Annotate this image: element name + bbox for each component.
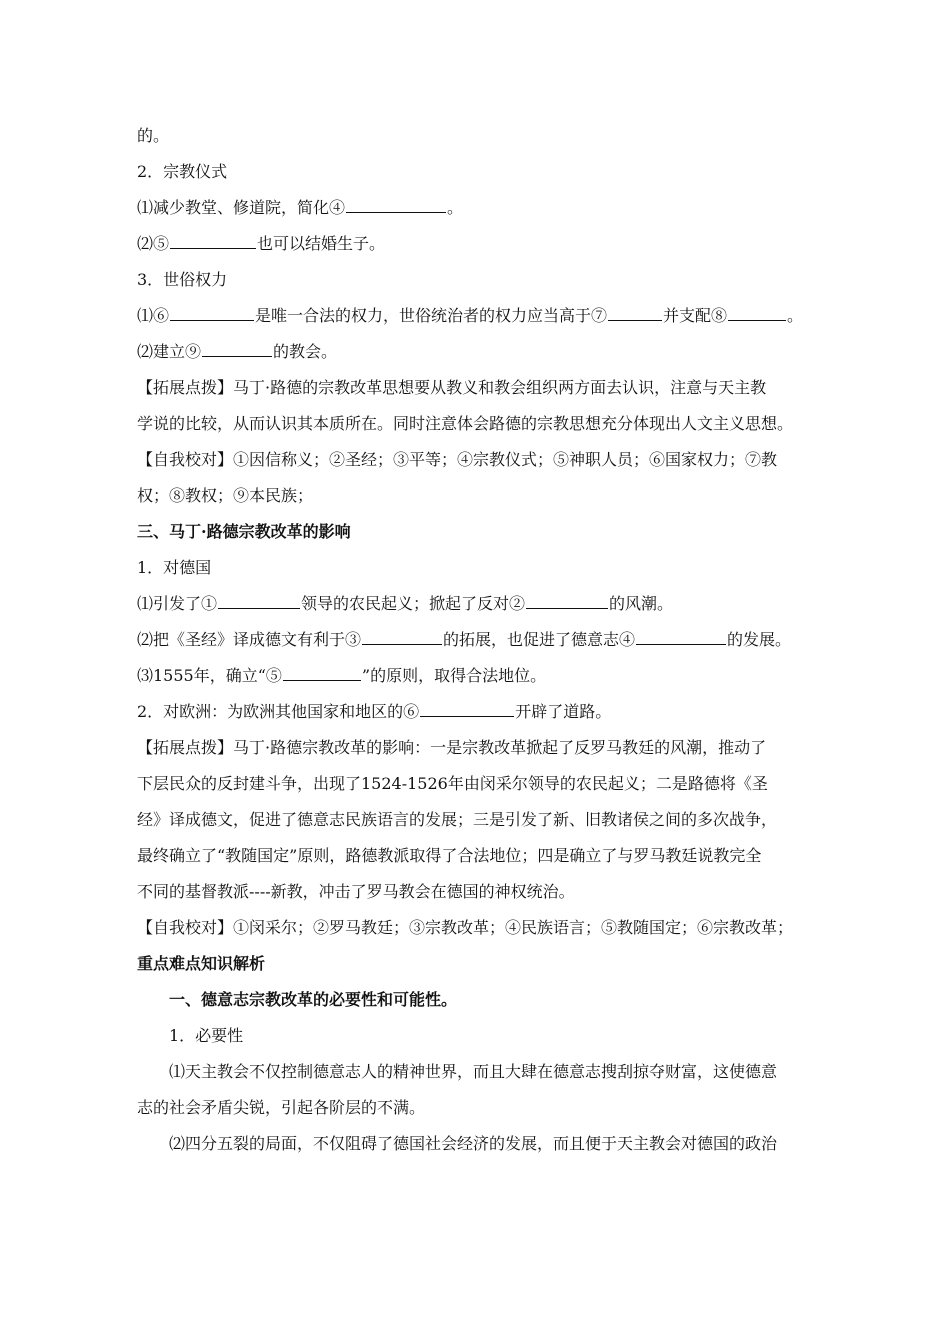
fill-in-blank	[170, 302, 254, 321]
text-segment: 学说的比较，从而认识其本质所在。同时注意体会路德的宗教思想充分体现出人文主义思想。	[137, 414, 794, 433]
text-segment: 开辟了道路。	[515, 702, 612, 721]
fill-in-blank	[346, 194, 446, 213]
text-line	[137, 406, 817, 442]
fill-in-blank	[283, 662, 361, 681]
fill-in-blank	[362, 626, 442, 645]
text-segment: 志的社会矛盾尖锐，引起各阶层的不满。	[137, 1098, 426, 1117]
text-segment: 下层民众的反封建斗争，出现了1524-1526年由闵采尔领导的农民起义；二是路德将《圣	[137, 774, 768, 793]
text-segment: 【拓展点拨】马丁·路德宗教改革的影响：一是宗教改革掀起了反罗马教廷的风潮，推动了	[137, 738, 767, 757]
text-segment: 的拓展，也促进了德意志④	[443, 630, 636, 649]
fill-in-blank	[526, 590, 608, 609]
text-line	[137, 262, 817, 298]
text-line	[137, 190, 817, 226]
text-line	[137, 154, 817, 190]
text-segment: 重点难点知识解析	[137, 954, 266, 973]
text-line	[137, 658, 817, 694]
text-segment: ⑵⑤	[137, 234, 170, 253]
text-segment: 1．对德国	[137, 558, 212, 577]
text-line	[137, 586, 817, 622]
text-segment: 【自我校对】①因信称义；②圣经；③平等；④宗教仪式；⑤神职人员；⑥国家权力；⑦教	[137, 450, 778, 469]
text-segment: 的教会。	[273, 342, 338, 361]
text-segment: 。	[787, 306, 804, 325]
section-heading	[137, 982, 817, 1018]
text-segment: ⑴减少教堂、修道院，简化④	[137, 198, 346, 217]
text-line	[137, 1018, 817, 1054]
text-segment: 1．必要性	[169, 1026, 244, 1045]
text-segment: 是唯一合法的权力，世俗统治者的权力应当高于⑦	[255, 306, 608, 325]
text-line	[137, 478, 817, 514]
text-segment: ⑵四分五裂的局面，不仅阻碍了德国社会经济的发展，而且便于天主教会对德国的政治	[169, 1134, 778, 1153]
text-line	[137, 730, 817, 766]
text-segment: 2．宗教仪式	[137, 162, 228, 181]
text-line	[137, 874, 817, 910]
document-body	[137, 118, 817, 1162]
text-segment: 2．对欧洲：为欧洲其他国家和地区的⑥	[137, 702, 420, 721]
text-line	[137, 442, 817, 478]
text-segment: 经》译成德文，促进了德意志民族语言的发展；三是引发了新、旧教诸侯之间的多次战争，	[137, 810, 778, 829]
text-segment: ⑴天主教会不仅控制德意志人的精神世界，而且大肆在德意志搜刮掠夺财富，这使德意	[169, 1062, 778, 1081]
text-segment: ⑴引发了①	[137, 594, 218, 613]
text-segment: 一、德意志宗教改革的必要性和可能性。	[169, 990, 458, 1009]
text-segment: 【自我校对】①闵采尔；②罗马教廷；③宗教改革；④民族语言；⑤教随国定；⑥宗教改革；	[137, 918, 794, 937]
text-line	[137, 334, 817, 370]
text-segment: 的。	[137, 126, 170, 145]
text-line	[137, 766, 817, 802]
fill-in-blank	[608, 302, 662, 321]
text-line	[137, 298, 817, 334]
text-segment: 的风潮。	[609, 594, 674, 613]
text-segment: ”的原则，取得合法地位。	[361, 666, 547, 685]
fill-in-blank	[202, 338, 272, 357]
text-segment: 也可以结婚生子。	[257, 234, 386, 253]
text-line	[137, 1054, 817, 1090]
text-segment: 的发展。	[727, 630, 792, 649]
text-segment: 【拓展点拨】马丁·路德的宗教改革思想要从教义和教会组织两方面去认识，注意与天主教	[137, 378, 767, 397]
text-segment: 三、马丁·路德宗教改革的影响	[137, 522, 351, 541]
fill-in-blank	[420, 698, 514, 717]
text-line	[137, 1126, 817, 1162]
text-segment: ⑵建立⑨	[137, 342, 202, 361]
text-line	[137, 838, 817, 874]
text-line	[137, 370, 817, 406]
text-segment: 不同的基督教派----新教，冲击了罗马教会在德国的神权统治。	[137, 882, 575, 901]
text-segment: 并支配⑧	[663, 306, 728, 325]
fill-in-blank	[728, 302, 786, 321]
text-line	[137, 802, 817, 838]
text-segment: ⑶1555年，确立“⑤	[137, 666, 282, 685]
text-line	[137, 118, 817, 154]
text-line	[137, 694, 817, 730]
text-segment: ⑴⑥	[137, 306, 170, 325]
text-segment: ⑵把《圣经》译成德文有利于③	[137, 630, 362, 649]
text-segment: 。	[447, 198, 464, 217]
section-heading	[137, 514, 817, 550]
text-segment: 最终确立了“教随国定”原则，路德教派取得了合法地位；四是确立了与罗马教廷说教完全	[137, 846, 762, 865]
text-segment: 3．世俗权力	[137, 270, 228, 289]
fill-in-blank	[636, 626, 726, 645]
text-line	[137, 910, 817, 946]
text-line	[137, 1090, 817, 1126]
text-segment: 权；⑧教权；⑨本民族；	[137, 486, 314, 505]
text-line	[137, 226, 817, 262]
text-line	[137, 622, 817, 658]
text-line	[137, 550, 817, 586]
text-segment: 领导的农民起义；掀起了反对②	[301, 594, 526, 613]
fill-in-blank	[170, 230, 256, 249]
fill-in-blank	[218, 590, 300, 609]
section-heading	[137, 946, 817, 982]
